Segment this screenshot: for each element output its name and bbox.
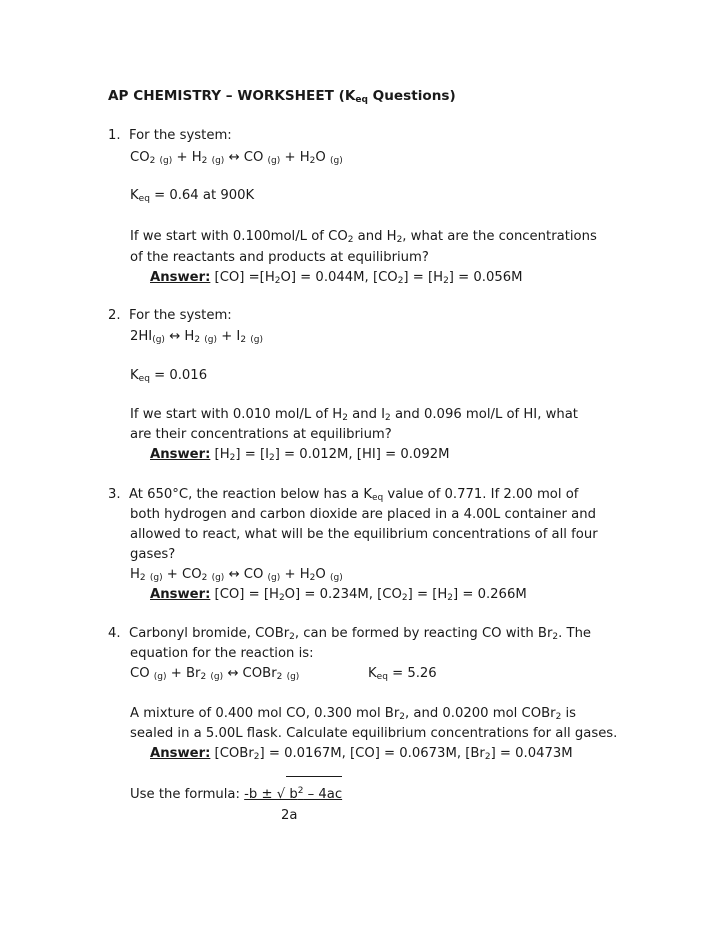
page-title: AP CHEMISTRY – WORKSHEET ($K_{eq}$ Questions): [108, 88, 456, 105]
question-2-equation: $2HI_{(g)}$ ↔ $H_2$ $_{(g)} + I_2$ $_{(g)}$: [130, 329, 264, 345]
question-2-prompt-line-2: are their concentrations at equilibrium?: [130, 427, 392, 442]
question-1-equation: $CO_2$ $_{(g)} + H_2$ $_{(g)}$ ↔ CO $_{(g)} + H_2O$ $_{(g)}$: [130, 150, 343, 166]
question-2-intro: 2. For the system:: [108, 308, 232, 323]
question-2-answer: Answer: $[H_2] = [I_2] = 0.012M$, [HI] = 0.092M: [150, 447, 450, 463]
question-1-answer: Answer: $[CO] =[H_2O] = 0.044M$, $[CO_2] = [H_2] = 0.056M$: [150, 270, 523, 286]
question-1-intro: 1. For the system:: [108, 128, 232, 143]
question-1-prompt-line-1: If we start with 0.100mol/L of $CO_2$ and $H_2$, what are the concentrations: [130, 229, 597, 245]
question-3-line-4: gases?: [130, 547, 176, 562]
question-4-equation: CO $_{(g)} + Br_2$ $_{(g)}$ ↔ COBr$_2$ $_{(g)}$: [130, 666, 300, 682]
question-3-equation: $H_2$ $_{(g)} + CO_2$ $_{(g)}$ ↔ CO $_{(g)} + H_2O$ $_{(g)}$: [130, 567, 343, 583]
question-4-line-2: equation for the reaction is:: [130, 646, 314, 661]
question-1-keq: $K_{eq} = 0.64$ at 900K: [130, 188, 255, 204]
sqrt-vinculum: [286, 776, 342, 777]
question-3-line-1: 3. At 650°C, the reaction below has a $K_{eq}$ value of 0.771. If 2.00 mol of: [108, 487, 579, 503]
question-2-prompt-line-1: If we start with 0.010 mol/L of $H_2$ and $I_2$ and 0.096 mol/L of HI, what: [130, 407, 578, 423]
question-4-prompt-line-2: sealed in a 5.00L flask. Calculate equilibrium concentrations for all gases.: [130, 726, 618, 741]
question-4-line-1: 4. Carbonyl bromide, COBr$_2$, can be formed by reacting CO with $Br_2$. The: [108, 626, 592, 642]
question-3-line-3: allowed to react, what will be the equilibrium concentrations of all four: [130, 527, 598, 542]
formula-numerator: Use the formula: -b ± √ $b^2 - 4ac$: [130, 786, 343, 802]
question-3-answer: Answer: $[CO] = [H_2O] = 0.234M$, $[CO_2] = [H_2] = 0.266M$: [150, 587, 527, 603]
question-4-keq: $K_{eq} = 5.26$: [368, 666, 437, 682]
question-4-prompt-line-1: A mixture of 0.400 mol CO, 0.300 mol $Br_2$, and 0.0200 mol COBr$_2$ is: [130, 706, 577, 722]
question-2-keq: $K_{eq} = 0.016$: [130, 368, 208, 384]
formula-denominator: 2a: [281, 808, 298, 823]
question-1-prompt-line-2: of the reactants and products at equilibrium?: [130, 250, 429, 265]
question-3-line-2: both hydrogen and carbon dioxide are placed in a 4.00L container and: [130, 507, 596, 522]
question-4-answer: Answer: [COBr$_2$] = 0.0167M, [CO] = 0.0673M, $[Br_2] = 0.0473M$: [150, 746, 573, 762]
